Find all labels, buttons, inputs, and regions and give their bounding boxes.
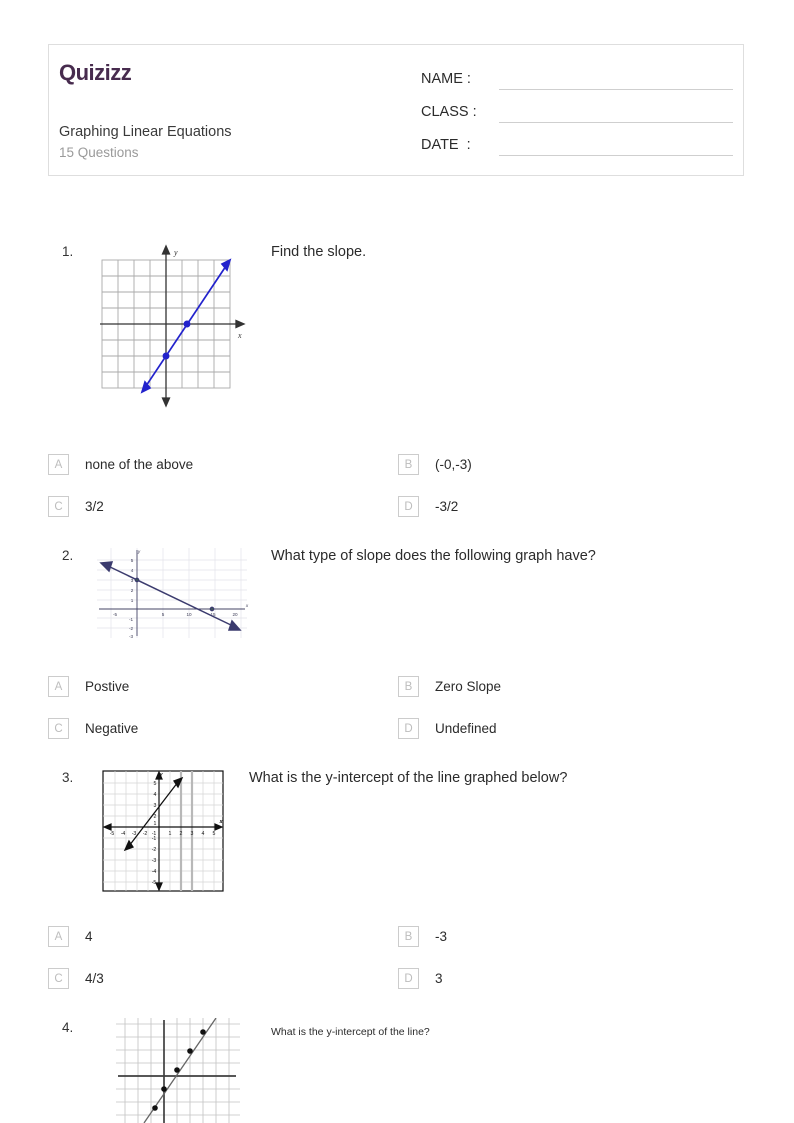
option-b[interactable] (398, 454, 472, 475)
option-label: Zero Slope (435, 679, 502, 694)
option-label: 4 (85, 929, 93, 944)
option-letter-box: B (398, 926, 419, 947)
svg-text:-5: -5 (112, 612, 118, 617)
option-letter-box: C (48, 968, 69, 989)
svg-text:-3: -3 (131, 831, 137, 837)
option-label: 3 (435, 971, 443, 986)
option-letter-box: A (48, 926, 69, 947)
question-graph-4 (116, 1018, 240, 1123)
svg-text:1: 1 (130, 598, 134, 603)
svg-text:3: 3 (130, 578, 134, 583)
option-a[interactable] (48, 454, 193, 475)
svg-text:-4: -4 (151, 869, 157, 875)
svg-text:-3: -3 (128, 634, 134, 639)
svg-text:y: y (159, 772, 163, 778)
option-b[interactable] (398, 676, 501, 697)
svg-text:-5: -5 (151, 880, 157, 886)
svg-text:2: 2 (179, 831, 183, 837)
svg-text:y: y (137, 549, 141, 554)
option-c[interactable] (48, 496, 104, 517)
class-field-input[interactable] (499, 122, 733, 123)
svg-text:-1: -1 (151, 831, 157, 837)
svg-text:-2: -2 (151, 847, 157, 853)
quizizz-logo: Quizizz (59, 60, 132, 85)
svg-text:1: 1 (168, 831, 172, 837)
option-c[interactable] (48, 968, 104, 989)
option-d[interactable] (398, 968, 443, 989)
svg-text:-3: -3 (151, 858, 157, 864)
option-letter-box: C (48, 496, 69, 517)
svg-text:4: 4 (153, 792, 157, 798)
svg-text:-5: -5 (109, 831, 115, 837)
svg-text:x: x (238, 331, 242, 340)
question-graph-2 (95, 546, 249, 640)
date-field-input[interactable] (499, 155, 733, 156)
option-letter-box: B (398, 676, 419, 697)
option-label: none of the above (85, 457, 194, 472)
question-text: What type of slope does the following graph have? (271, 548, 596, 564)
question-count: 15 Questions (59, 145, 139, 160)
worksheet-header-card (48, 44, 744, 176)
svg-text:20: 20 (232, 612, 238, 617)
class-field-label: CLASS : (421, 104, 477, 120)
option-label: Postive (85, 679, 130, 694)
option-label: 3/2 (85, 499, 104, 514)
option-letter-box: C (48, 718, 69, 739)
svg-text:-1: -1 (128, 617, 134, 622)
question-number: 1. (62, 244, 74, 259)
option-letter-box: B (398, 454, 419, 475)
page-title: Graphing Linear Equations (59, 124, 232, 140)
question-text: Find the slope. (271, 244, 367, 260)
name-field-label: NAME : (421, 71, 471, 87)
option-letter-box: A (48, 676, 69, 697)
svg-text:-1: -1 (151, 836, 157, 842)
option-label: -3 (435, 929, 448, 944)
option-label: Undefined (435, 721, 497, 736)
svg-text:5: 5 (212, 831, 216, 837)
option-letter-box: D (398, 496, 419, 517)
question-graph-3 (102, 770, 224, 892)
svg-text:4: 4 (201, 831, 205, 837)
svg-text:10: 10 (186, 612, 192, 617)
svg-text:x: x (219, 819, 223, 825)
question-text: What is the y-intercept of the line graphed below? (249, 770, 568, 786)
svg-text:2: 2 (130, 588, 134, 593)
option-letter-box: D (398, 968, 419, 989)
question-number: 3. (62, 770, 74, 785)
svg-text:-4: -4 (120, 831, 126, 837)
option-c[interactable] (48, 718, 138, 739)
option-label: (-0,-3) (435, 457, 472, 472)
svg-text:5: 5 (130, 558, 134, 563)
svg-text:3: 3 (153, 803, 157, 809)
option-letter-box: A (48, 454, 69, 475)
option-a[interactable] (48, 926, 93, 947)
option-d[interactable] (398, 496, 458, 517)
option-letter-box: D (398, 718, 419, 739)
svg-text:5: 5 (153, 781, 157, 787)
name-field-input[interactable] (499, 89, 733, 90)
question-number: 4. (62, 1020, 74, 1035)
question-text: What is the y-intercept of the line? (271, 1026, 430, 1038)
option-d[interactable] (398, 718, 497, 739)
svg-text:1: 1 (153, 821, 157, 827)
svg-text:4: 4 (130, 568, 134, 573)
question-number: 2. (62, 548, 74, 563)
svg-text:x: x (245, 603, 249, 608)
option-label: Negative (85, 721, 139, 736)
svg-text:5: 5 (161, 612, 165, 617)
svg-text:-2: -2 (142, 831, 148, 837)
svg-text:15: 15 (210, 612, 216, 617)
option-label: -3/2 (435, 499, 459, 514)
svg-text:-2: -2 (128, 626, 134, 631)
question-graph-1 (98, 238, 248, 410)
option-a[interactable] (48, 676, 129, 697)
option-b[interactable] (398, 926, 447, 947)
svg-text:2: 2 (153, 814, 157, 820)
option-label: 4/3 (85, 971, 104, 986)
svg-text:3: 3 (190, 831, 194, 837)
svg-text:y: y (174, 248, 178, 257)
date-field-label: DATE : (421, 137, 471, 153)
